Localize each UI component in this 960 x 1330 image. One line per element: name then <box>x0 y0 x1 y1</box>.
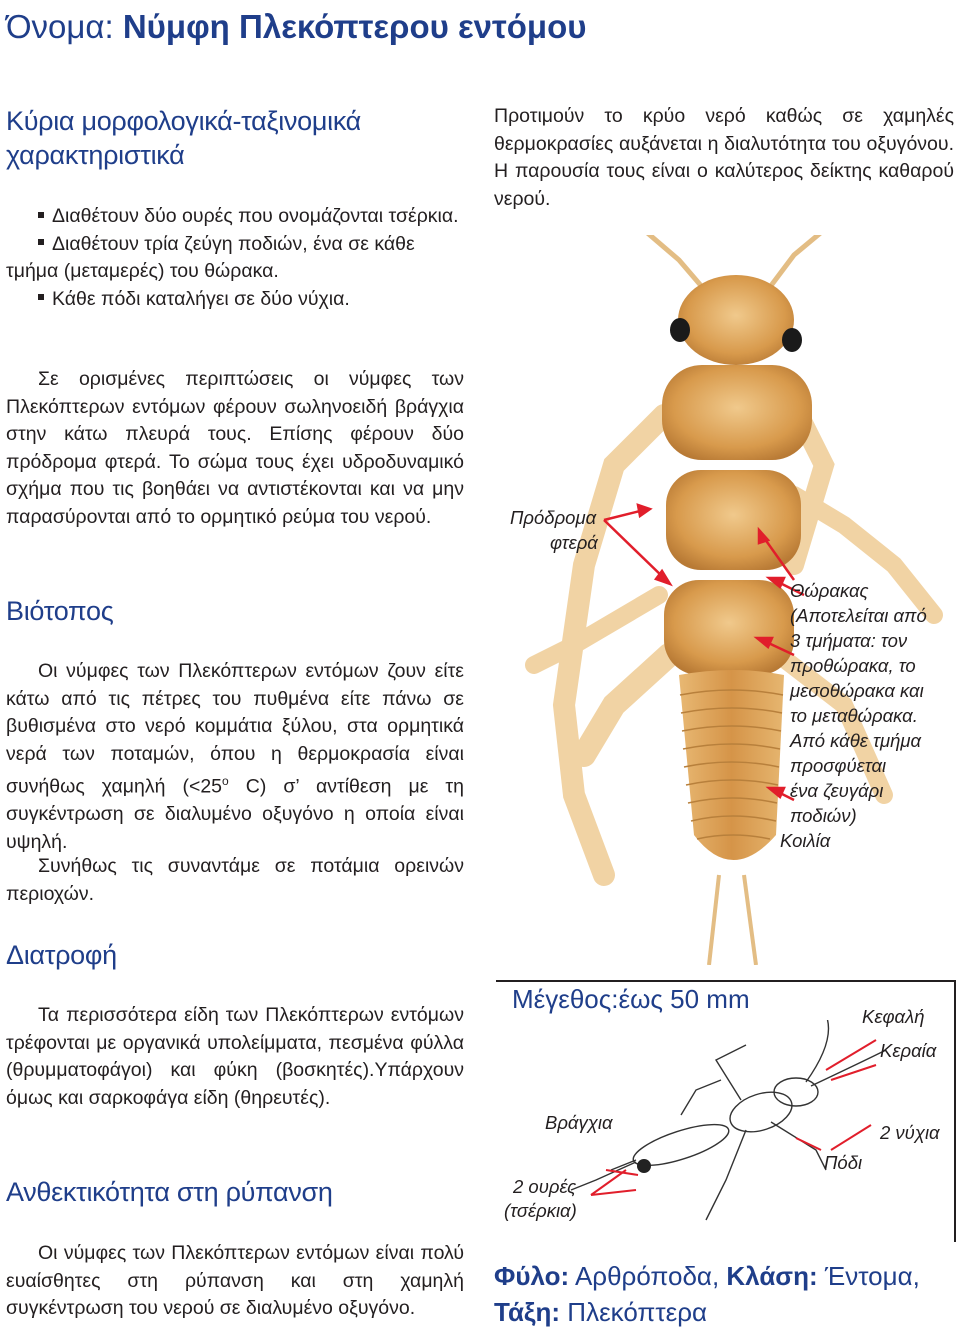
bullet-item: Διαθέτουν τρία ζεύγη ποδιών, ένα σε κάθε τμήμα (μεταμερές) του θώρακα. <box>6 232 415 282</box>
mesothorax <box>666 470 801 570</box>
title-label: Όνομα: <box>6 8 123 45</box>
pollution-heading: Ανθεκτικότητα στη ρύπανση <box>6 1177 333 1207</box>
metathorax <box>664 580 794 675</box>
size-label: Μέγεθος:έως 50 mm <box>512 984 750 1014</box>
head-label: Κεφαλή <box>862 1006 925 1027</box>
bullet-icon <box>38 294 44 300</box>
page-title <box>6 8 586 46</box>
wings-label-line2: φτερά <box>550 532 598 553</box>
title-name: Νύμφη Πλεκόπτερου εντόμου <box>122 8 587 45</box>
tails-label-line1: 2 ουρές <box>513 1176 577 1197</box>
biotope-paragraph: Οι νύμφες των Πλεκόπτερων εντόμων ζουν είτε κάτω από τις πέτρες του πυθμένα είτε πάνω σε βυθισμένα στο νερό κομμάτια ξύλου, στα ορμητικά νερά των ποταμών, όπου η θερμοκρασία είναι συνήθως χαμηλή ($<25^o$ C) σ’ αντίθεση με τη συγκέντρωση σε διαλυμένο οξυγόνο η οποία είναι υψηλή. <box>6 660 464 853</box>
antenna-label: Κεραία <box>880 1040 937 1061</box>
diet-paragraph: Τα περισσότερα είδη των Πλεκόπτερων εντόμων τρέφονται με οργανικά υπολείμματα, πεσμένα φύλλα (θρυμματοφάγοι) και φύκη (βοσκητές).Υπάρχουν όμως και σαρκοφάγα είδη (θηρευτές). <box>6 1004 464 1109</box>
left-hind-leg <box>584 655 669 755</box>
left-mid-leg <box>534 595 659 665</box>
biotope-paragraph-2: Συνήθως τις συναντάμε σε ποτάμια ορεινών περιοχών. <box>6 855 464 905</box>
wings-label-line1: Πρόδρομα <box>510 507 597 528</box>
left-eye <box>670 318 690 342</box>
thorax-label: Θώρακας (Αποτελείται από 3 τμήματα: τον προθώρακα, το μεσοθώρακα και το μεταθώρακα. Από κάθε τμήμα προσφύεται ένα ζευγάρι ποδιών) <box>790 580 927 826</box>
right-eye <box>782 328 802 352</box>
prothorax <box>662 365 812 460</box>
preference-paragraph: Προτιμούν το κρύο νερό καθώς σε χαμηλές θερμοκρασίες αυξάνεται η διαλυτότητα του οξυγόνου. Η παρουσία τους είναι ο καλύτερος δείκτης καθαρού νερού. <box>494 105 954 210</box>
diet-heading: Διατροφή <box>6 940 117 970</box>
right-cercus <box>744 875 756 965</box>
left-cercus <box>709 875 719 965</box>
tails-label-line2: (τσέρκια) <box>504 1200 577 1221</box>
bullet-item: Κάθε πόδι καταλήγει σε δύο νύχια. <box>6 286 464 314</box>
morphology-heading: Κύρια μορφολογικά-ταξινομικά χαρακτηριστικά <box>6 106 361 170</box>
head <box>678 275 794 365</box>
biotope-heading: Βιότοπος <box>6 596 114 626</box>
diagram-body <box>571 1020 886 1220</box>
morphology-bullet-list <box>6 203 464 313</box>
bullet-icon <box>38 239 44 245</box>
bullet-icon <box>38 212 44 218</box>
gills-label: Βράγχια <box>545 1112 613 1133</box>
bullet-item: Διαθέτουν δύο ουρές που ονομάζονται τσέρκια. <box>6 203 464 231</box>
gills-tuft-icon <box>637 1159 651 1173</box>
taxonomy: Φύλο: Αρθρόποδα, Κλάση: Έντομα, Τάξη: Πλεκόπτερα <box>494 1261 920 1327</box>
pollution-paragraph: Οι νύμφες των Πλεκόπτερων εντόμων είναι πολύ ευαίσθητες στη ρύπανση και στη χαμηλή συγκέντρωση του νερού σε διαλυμένο οξυγόνο. <box>6 1242 464 1319</box>
leg-label: Πόδι <box>824 1152 863 1173</box>
abdomen-label: Κοιλία <box>780 830 831 851</box>
gills-paragraph: Σε ορισμένες περιπτώσεις οι νύμφες των Πλεκόπτερων εντόμων φέρουν σωληνοειδή βράγχια στην κάτω πλευρά τους. Επίσης φέρουν δύο πρόδρομα φτερά. Το σώμα τους έχει υδροδυναμικό σχήμα που τις βοηθάει να αντιστέκονται και να μην παρασύρονται από το ορμητικό ρεύμα του νερού. <box>6 368 464 528</box>
claws-label: 2 νύχια <box>880 1122 940 1143</box>
